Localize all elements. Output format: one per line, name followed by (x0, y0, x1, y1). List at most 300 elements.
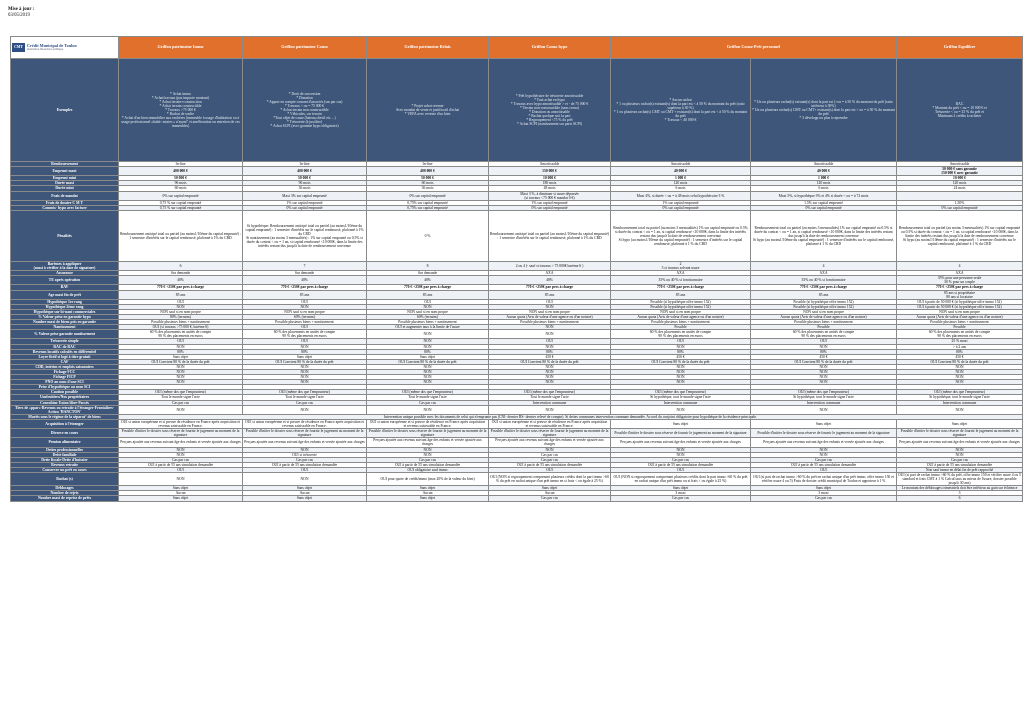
row-label: Fichage FICP (11, 375, 119, 380)
table-cell: Amortissable (489, 162, 611, 167)
table-cell: NON (367, 380, 489, 385)
table-cell: Possible plusieurs biens + nantissement (897, 320, 1023, 325)
table-cell: OUI (119, 299, 243, 304)
table-cell: 2 ou 4 (- sauf si travaux > 75 000€ barème 6 ) (489, 261, 611, 270)
table-cell: Sur demande (367, 271, 489, 276)
table-cell: 85 ans (119, 290, 243, 299)
row-label: % Valeur prise en garantie hypo (11, 314, 119, 319)
table-cell: NON (751, 405, 897, 414)
row-label: Barèmes à appliquer (aussi à vérifier à la date de signature) (11, 261, 119, 270)
table-cell: 6 (897, 496, 1023, 501)
table-cell: OUI Convient 80 % de la durée du prêt (489, 359, 611, 364)
table-cell: 85 ans si propriétaire 80 ans si locataire (897, 290, 1023, 299)
row-span-cell: Intervention unique possible avec les documents de celui qui n'emprunte pas (CNI- dernier BS- dernier relevé de compte). Si dettes communes intervention commune demandée. Accord du conjoint obligatoire pour hypothèque de la résidence principale. (119, 414, 1023, 419)
table-cell: 0 % (367, 210, 489, 261)
table-cell: 0% sur capital emprunté (489, 205, 611, 210)
table-cell: Sans objet (367, 496, 489, 501)
row-label: Emprunt maxi (11, 167, 119, 176)
table-cell: NON (489, 370, 611, 375)
table-cell: NON (367, 304, 489, 309)
table-cell: 1,50% (897, 200, 1023, 205)
table-cell: Sans objet (243, 486, 367, 491)
table-cell: Possible plusieurs biens + nantissement (611, 320, 751, 325)
column-header: Griffon patrimoine Immo (119, 37, 243, 59)
row-label: Assurance (11, 271, 119, 276)
table-cell: AXA (611, 271, 751, 276)
table-cell: OUI à partir de 55 ans simulation demandée (897, 462, 1023, 467)
table-row (11, 496, 1023, 501)
table-cell: 0% sur capital emprunté (751, 205, 897, 210)
table-cell: NON sauf si en nom propre (489, 309, 611, 314)
table-cell: Aucun quota (Avis de valeur d'une agence ou d'un notaire) (897, 314, 1023, 319)
table-cell: Non sauf immo en délai fin de prêt rapproché (897, 467, 1023, 472)
table-cell: 150 000 € (489, 167, 611, 176)
table-cell: NON (611, 364, 751, 369)
row-label: PNO au nom d'une SCI (11, 380, 119, 385)
table-cell: OUI (même dos que l'emprunteur) (751, 390, 897, 395)
table-cell: NON sauf si en nom propre (367, 309, 489, 314)
table-cell: NON (119, 380, 243, 385)
table-cell: Aucun (367, 491, 489, 496)
table-cell: AXA (489, 271, 611, 276)
table-row (11, 419, 1023, 428)
table-cell: AXA (751, 271, 897, 276)
table-cell: 450 € (489, 354, 611, 359)
row-label: Concubins-Union libre-Pacsés (11, 400, 119, 405)
table-cell: 770 € +250€ par pers à charge (897, 285, 1023, 290)
table-cell: OUI (751, 339, 897, 344)
table-cell: 120 mois (751, 181, 897, 186)
row-label: Exemples (11, 59, 119, 162)
table-cell: NON (611, 452, 751, 457)
table-cell: 7 (243, 261, 367, 270)
table-cell: Remboursement total ou partiel (au moins 3 mensualités) 1% sur capital emprunté ou 0.5% si durée du contrat < ou = 1 an, si capital remboursé <10 000€, dans la limite des intérêts restant dus jusqu'à la date de remboursement convenue Si hypo (au moins1/10ème du capital emprunté) : 1 semestre d'intérêts sur le capital remboursé, plafonné à 1 % du CRD (751, 210, 897, 261)
row-label: Rachat (s) (11, 472, 119, 485)
table-cell: Possible (751, 325, 897, 330)
table-cell: 48 mois (489, 186, 611, 191)
table-cell: Tout le monde signe l'acte (243, 395, 367, 400)
update-date: 03/05/2019 (8, 13, 30, 18)
table-cell: NON (611, 380, 751, 385)
brand-name: Crédit Municipal de Toulon (27, 42, 77, 48)
table-cell: 40% (489, 276, 611, 285)
table-cell: 40 000 € (611, 167, 751, 176)
table-cell: OUI si union européenne et si preuve de résidence en France après acquisition et revenus saisissable en France. (243, 419, 367, 428)
table-cell: Cas par cas (367, 400, 489, 405)
row-label: Dettes professionnelles (11, 447, 119, 452)
table-cell: 60 % des placements en unités de compte 90 % des placements en euros (611, 330, 751, 339)
row-label: Age maxi fin de prêt (11, 290, 119, 299)
table-cell: 10 000 € (897, 176, 1023, 181)
table-cell: Sans objet (243, 354, 367, 359)
table-cell: Cas par cas (611, 457, 751, 462)
row-label: Hypothèque sur bi-nant commerciales (11, 309, 119, 314)
table-cell: OUI à partir de 55 ans simulation demandée (489, 462, 611, 467)
row-label: Trésorerie simple (11, 339, 119, 344)
table-cell: Amortissable (751, 162, 897, 167)
table-cell: * Un ou plusieurs rachat(s) existant(s) dont la part est (>ou = à 50 % du montant du prêt (ratio inférieur à 30%) * Un ou plusieurs rachat(s) CMT ou CMT+ existant(s) dont la part est > ou = à 50 % du montant du prêt * 3 développ ou plus à reprendre (751, 59, 897, 162)
table-cell: 0,75% sur capital emprunté (367, 200, 489, 205)
table-cell: NON (751, 447, 897, 452)
row-label: Remboursement (11, 162, 119, 167)
table-cell: NON (243, 364, 367, 369)
row-label: Fichage FCC (11, 370, 119, 375)
table-cell: NON (243, 405, 367, 414)
table-cell: 80% (terrains) (119, 314, 243, 319)
table-cell: OUI si union européenne et si preuve de résidence en France après acquisition et revenus saisissable en France. (367, 419, 489, 428)
table-cell: 40% (243, 276, 367, 285)
table-cell: Possible (si hypothèque offre immo 152) (751, 304, 897, 309)
table-cell: OUI à partir de 55 ans simulation demandée (367, 462, 489, 467)
row-label: Prise d'hypothèque au nom SCI (11, 385, 119, 390)
table-cell: Si hypothèque, tout le monde signe l'acte (751, 395, 897, 400)
table-cell: 6 mois (751, 186, 897, 191)
row-label: Nombre maxi de reprise de prêts (11, 496, 119, 501)
table-cell: Maxi 4%, si durée < ou = à 48 mois celui hypothécaire 3 % (611, 191, 751, 200)
table-cell: Sans objet (897, 419, 1023, 428)
table-cell: OUI à partir de 55 ans simulation demandée (751, 462, 897, 467)
row-label: Divorce en cours (11, 429, 119, 438)
table-cell: Sans objet (489, 486, 611, 491)
row-label: Tiers de «ppar»-Revenus ou retraite à l'étranger-Frontaliers-Action 'HANCTON' (11, 405, 119, 414)
table-cell: Cas par cas (897, 457, 1023, 462)
table-cell: 450 € (611, 354, 751, 359)
table-cell: In-fine (119, 162, 243, 167)
table-cell: AXA (897, 271, 1023, 276)
table-cell: 80% (751, 349, 897, 354)
table-cell: 60 % des placements en unités de compte 90 % des placements en euros (119, 330, 243, 339)
table-cell: > à 2 ans (897, 344, 1023, 349)
table-cell: 770 € +250€ par pers à charge (243, 285, 367, 290)
table-cell: NON (367, 375, 489, 380)
table-cell: OUI obligatoire sauf immo (367, 467, 489, 472)
table-cell: OUI Convient 80 % de la durée du prêt (243, 359, 367, 364)
row-label: Caution possible (11, 390, 119, 395)
row-label: Loyer fictif si logé à titre gratuit (11, 354, 119, 359)
table-cell: OUI (si part de rachat immo >60 % du prêt, offre immo 150 et vérifier usure 4 ou 5 standard et frais CMT à 1 % Calcul taux au mieux de l'usure, dossier possible jusqu'à 30 ans) (898, 472, 1021, 486)
table-cell: NON (897, 364, 1023, 369)
table-cell: Possible plusieurs biens + nantissement (751, 320, 897, 325)
table-cell: NON (897, 370, 1023, 375)
table-cell: Amortissable (897, 162, 1023, 167)
table-cell: OUI (si part de rachat immo >60 % du prêt en rachat unique d'un prêt immo, offre immo 150 et vérifier usure 4 ou 5) Frais de dossier crédit municipal de Toulon et apporteur à 1 % (751, 472, 897, 485)
table-cell: 0,75 % sur capital emprunté (119, 205, 243, 210)
table-cell: NON (119, 370, 243, 375)
row-label: Hypothèque 1er rang (11, 299, 119, 304)
row-label: Nombre de rejets (11, 491, 119, 496)
row-label: CDD, intérim et emplois saisonniers (11, 364, 119, 369)
table-cell: OUI Convient 80 % de la durée du prêt (611, 359, 751, 364)
table-cell: NON sauf si en nom propre (897, 309, 1023, 314)
table-cell: Sans objet (119, 486, 243, 491)
table-cell: 6 mois (611, 186, 751, 191)
table-cell: NON (367, 447, 489, 452)
row-label: Usufruitiers/Nus propriétaires (11, 395, 119, 400)
table-cell: OUI (même dos que l'emprunteur) (489, 390, 611, 395)
table-cell: NON (897, 380, 1023, 385)
table-cell: OUI (367, 299, 489, 304)
column-header: Griffon Conso hypo (489, 37, 611, 59)
table-cell: 3 (897, 491, 1023, 496)
table-cell: 85 ans (489, 290, 611, 299)
table-cell: NON (119, 447, 243, 452)
table-cell: 4 (751, 261, 897, 270)
table-cell: 85 ans (751, 290, 897, 299)
table-cell: 1,5% sur capital emprunté (751, 200, 897, 205)
table-cell: OUI (243, 467, 367, 472)
table-cell: OUI (751, 467, 897, 472)
table-cell: 0% sur capital emprunté (119, 191, 243, 200)
table-cell: 10 000 € (489, 176, 611, 181)
table-cell: NON (489, 405, 611, 414)
table-cell: * Achat immo * Achat/travaux (pas impacte montant) * Achat terrain+construction * Achat terrain constructible * Travaux >75 000 € * Rachat de soulte * Achat d'un bien immobilier aux enchères (immeuble à usage d'habitation ou à usage professionnel «habit- mixtes » n'ayant" et amélioration ou entretien de ces immeubles) (119, 59, 243, 162)
row-label: Déblocages (11, 486, 119, 491)
brand-cell (11, 37, 119, 59)
row-label: Pénalités (11, 210, 119, 261)
table-cell: OUI (NON si regroupement comprenant plusieurs crédits dont la part immo >60 % du prêt en rachat unique d'un prêt immo en si frais < ou égale à 25 %) (489, 472, 611, 485)
table-cell: 60 mois (367, 181, 489, 186)
table-cell: Amortissable (611, 162, 751, 167)
table-cell: NON (751, 370, 897, 375)
table-cell: OUI (même dos que l'emprunteur) (897, 390, 1023, 395)
table-cell: 50 000 € (119, 176, 243, 181)
table-cell: 400 000 € (243, 167, 367, 176)
table-cell: NON (243, 304, 367, 309)
table-cell: 50 000 € (243, 176, 367, 181)
table-cell: NON (611, 344, 751, 349)
table-cell: OUI à partir de 55 ans simulation demandée (611, 462, 751, 467)
table-cell: 40 000 € (751, 167, 897, 176)
table-cell: 35% ou 40 % si fonctionnaire (611, 276, 751, 285)
table-cell: 1 000 € (611, 176, 751, 181)
row-label: CAF (11, 359, 119, 364)
table-cell: Possible d'initier le dossier sous réserve de fournir le jugement au moment de la signature (751, 429, 897, 438)
table-cell: 25 % maxi (897, 339, 1023, 344)
column-header: Griffon patrimoine Conso (243, 37, 367, 59)
row-label: Nantissement (11, 325, 119, 330)
row-label: Pension alimentaire (11, 438, 119, 447)
table-cell: Perçues ajoutée aux revenus suivant âge des enfants et versée ajoutée aux charges (119, 438, 243, 447)
table-cell: 2 5 si travaux solvant usure (611, 261, 751, 270)
table-cell: NON (489, 344, 611, 349)
table-cell (897, 191, 1023, 200)
product-comparison-table (10, 36, 1023, 502)
table-cell: 60 % des placements en unités de compte 90 % des placements en euros (243, 330, 367, 339)
table-cell: 80% (243, 349, 367, 354)
table-row (11, 429, 1023, 438)
table-cell: Cas par cas (751, 496, 897, 501)
column-header: Griffon Equilibre (897, 37, 1023, 59)
table-cell: Si hypothèque, tout le monde signe l'acte (897, 395, 1023, 400)
table-cell: 4 (897, 261, 1023, 270)
row-label: Revenus locatifs calculés en différentiel (11, 349, 119, 354)
table-cell: NON (897, 375, 1023, 380)
table-cell: Possible (si hypothèque offre immo 152) (751, 299, 897, 304)
table-cell: OUI (si travaux >75 000 €, barème 6) (119, 325, 243, 330)
row-label: Durée maxi (11, 181, 119, 186)
table-cell: 96 mois (119, 181, 243, 186)
table-cell: NON sauf si en nom propre (611, 309, 751, 314)
table-cell: 3 maxi (611, 491, 751, 496)
table-cell: OUI (même dos que l'emprunteur) (243, 390, 367, 395)
table-cell: NON (897, 447, 1023, 452)
table-cell: 450 € (751, 354, 897, 359)
table-cell: NON (243, 472, 367, 485)
table-cell: Sans objet (751, 486, 897, 491)
table-cell: NON (489, 447, 611, 452)
table-cell: 35% ou 40 % si fonctionnaire (751, 276, 897, 285)
column-header: Griffon patrimoine Relais (367, 37, 489, 59)
table-cell: Perçues ajoutée aux revenus suivant âge des enfants et versée ajoutée aux charges (897, 438, 1023, 447)
table-cell: Cas par cas (119, 457, 243, 462)
table-cell: NON (243, 380, 367, 385)
row-label: Emprunt mini (11, 176, 119, 181)
table-cell: 60% (terrains) (367, 314, 489, 319)
row-label: % Valeur prise garantie nantissement (11, 330, 119, 339)
table-cell: 36 mois (243, 186, 367, 191)
table-cell: NON (611, 375, 751, 380)
column-header: Griffon Conso-Prêt personnel (611, 37, 897, 59)
table-cell: Possible plusieurs biens + nantissement (367, 320, 489, 325)
table-cell: * Aucun rachat * 1 ou plusieurs rachat(s) existant(s) dont la part est < à 50 % du montant du prêt (ratio supérieur à 30 %) * 1 ou plusieurs rachat(s) CMT ou CMT + existant(s) dont la part est < à 50 % du montant du prêt * Travaux < 40 000 € (611, 59, 751, 162)
table-cell: OUI à partir de 55 ans simulation demandée (119, 462, 243, 467)
table-cell: Sans objet (119, 496, 243, 501)
table-cell: NON (119, 304, 243, 309)
table-cell: NON (751, 380, 897, 385)
table-cell: NON (489, 375, 611, 380)
table-cell: OUI (même dos que l'emprunteur) (367, 390, 489, 395)
table-cell: Possible d'initier le dossier sous réserve de fournir le jugement au moment de la signature (611, 429, 751, 438)
table-cell: Aucun (119, 491, 243, 496)
table-cell: NON (897, 405, 1023, 414)
table-row (11, 405, 1023, 414)
table-cell: Intervention commune (489, 400, 611, 405)
table-cell: NON (611, 370, 751, 375)
table-cell: OUI (489, 299, 611, 304)
row-label: Acquisition à l'étranger (11, 419, 119, 428)
table-cell: OUI (119, 339, 243, 344)
table-cell: NON (751, 364, 897, 369)
row-label: Nombre maxi de biens pris en garantie (11, 320, 119, 325)
table-cell: 6 (119, 261, 243, 270)
table-cell: In-fine (243, 162, 367, 167)
table-cell: OUI Convient 80 % de la durée du prêt (119, 359, 243, 364)
table-cell: NON (489, 330, 611, 339)
table-cell: NON (119, 344, 243, 349)
table-cell: NON sauf si en nom propre (119, 309, 243, 314)
table-cell: 450 € (897, 354, 1023, 359)
brand-logo (12, 43, 117, 52)
table-cell: OUI Convient 80 % de la durée du prêt (897, 359, 1023, 364)
table-cell: NON sauf si en nom propre (751, 309, 897, 314)
table-cell: NON (611, 405, 751, 414)
table-cell: NON (489, 304, 611, 309)
table-cell: 0% sur capital emprunté (367, 191, 489, 200)
table-cell: Sans objet (119, 354, 243, 359)
table-cell: 1% sur capital emprunté (611, 200, 751, 205)
table-cell: NON (367, 339, 489, 344)
table-cell: Sans objet (611, 419, 751, 428)
table-row (11, 261, 1023, 270)
table-cell: NON (367, 370, 489, 375)
table-cell: NON (367, 364, 489, 369)
row-label: Dette familiale (11, 452, 119, 457)
table-cell: Possible d'initier le dossier sous réserve de fournir le jugement au moment de la signature (119, 429, 243, 438)
table-row (11, 330, 1023, 339)
row-label: Conserver un prêt en cours (11, 467, 119, 472)
table-cell: Cas par cas (489, 452, 611, 457)
table-cell: NON (367, 344, 489, 349)
table-cell: 85 ans (611, 290, 751, 299)
table-cell: NON (489, 364, 611, 369)
table-cell: NON (119, 364, 243, 369)
table-cell: Possible (si hypothèque offre immo 152) (611, 299, 751, 304)
table-cell: Cas par cas (367, 457, 489, 462)
table-cell: NON (367, 405, 489, 414)
table-cell: 1 000 € (751, 176, 897, 181)
table-cell: 60 % des placements en unités de compte 90 % des placements en euros (751, 330, 897, 339)
table-cell: 0% sur capital emprunté (897, 205, 1023, 210)
table-cell: 0,75% sur capital emprunté (367, 205, 489, 210)
table-cell: Cas par cas (489, 496, 611, 501)
table-cell: NON (119, 472, 243, 485)
table-cell: 3 maxi (751, 491, 897, 496)
table-cell: Sans objet (243, 496, 367, 501)
table-cell: NON (243, 344, 367, 349)
row-label: TE après opération (11, 276, 119, 285)
table-cell: OUI (611, 467, 751, 472)
table-cell: OUI Convient 80 % de la durée du prêt (751, 359, 897, 364)
table-cell: NON (367, 452, 489, 457)
table-cell: 24 mois (897, 186, 1023, 191)
table-cell: OUI (119, 467, 243, 472)
table-cell: NON (751, 344, 897, 349)
table-cell: Si hypothèque, tout le monde signe l'acte (611, 395, 751, 400)
table-cell: In-fine (367, 162, 489, 167)
table-cell: 50 000 € sans garantie 150 000 € avec garantie (897, 167, 1023, 176)
table-cell: OUI Convient 80 % de la durée du prêt (367, 359, 489, 364)
table-cell: 96 mois (243, 181, 367, 186)
table-row (11, 191, 1023, 200)
table-cell: 770 € +250€ par pers à charge (611, 285, 751, 290)
table-cell: Cas par cas (751, 457, 897, 462)
table-cell: OUI à partir de 50 000 € (si hypothèque offre immo 152) (897, 299, 1023, 304)
table-cell: Remboursement total ou partiel (au moins 3 mensualités) 1% sur capital emprunté ou 0.5% si durée du contrat < ou = 1 an, si capital remboursé <10 000€, dans la limite des intérêts restant dus jusqu'à la date de remboursement convenue Si hypo (au moins1/10ème du capital emprunté) : 1 semestre d'intérêts sur le capital remboursé, plafonné à 1 % du CRD (611, 210, 751, 261)
table-cell: Perçues ajoutée aux revenus suivant âge des enfants et versée ajoutée aux charges (489, 438, 611, 447)
table-cell: OUI (NON si regroupement comprenant plusieurs crédits dont la part immo >60 % du prêt en rachat unique d'un prêt immo ou si frais < ou égale à 25 %) (611, 472, 751, 485)
table-cell: Sans objet (367, 354, 489, 359)
table-cell: Le montant des déblocages trimestriels doit être inférieur au gain sur échéance (897, 486, 1023, 491)
row-label: RAV (11, 285, 119, 290)
table-cell: NON (611, 447, 751, 452)
table-cell: Possible plusieurs biens + nantissement (119, 320, 243, 325)
table-cell: NON (489, 325, 611, 330)
table-cell: 1% sur capital emprunté (243, 200, 367, 205)
table-cell: Possible (si hypothèque offre immo 152) (611, 304, 751, 309)
table-cell: NON (119, 375, 243, 380)
table-cell: Possible d'initier le dossier sous réserve de fournir le jugement au moment de la signature (897, 429, 1023, 438)
table-cell: Perçues ajoutée aux revenus suivant âge des enfants et versée ajoutée aux charges (243, 438, 367, 447)
brand-tagline: institution financière publique (27, 48, 64, 52)
table-cell: Aucun quota (Avis de valeur d'une agence ou d'un notaire) (611, 314, 751, 319)
table-cell: Maxi 3% sur capital emprunté (243, 191, 367, 200)
header-row (11, 37, 1023, 59)
table-cell: Maxi 5%, si hypothèque 3% et 4% si durée < ou = à 72 mois (751, 191, 897, 200)
table-cell: Possible d'initier le dossier sous réserve de fournir le jugement au moment de la signature (243, 429, 367, 438)
table-cell: Intervention commune (751, 400, 897, 405)
table-cell: NON (367, 330, 489, 339)
table-cell: OUI (611, 339, 751, 344)
